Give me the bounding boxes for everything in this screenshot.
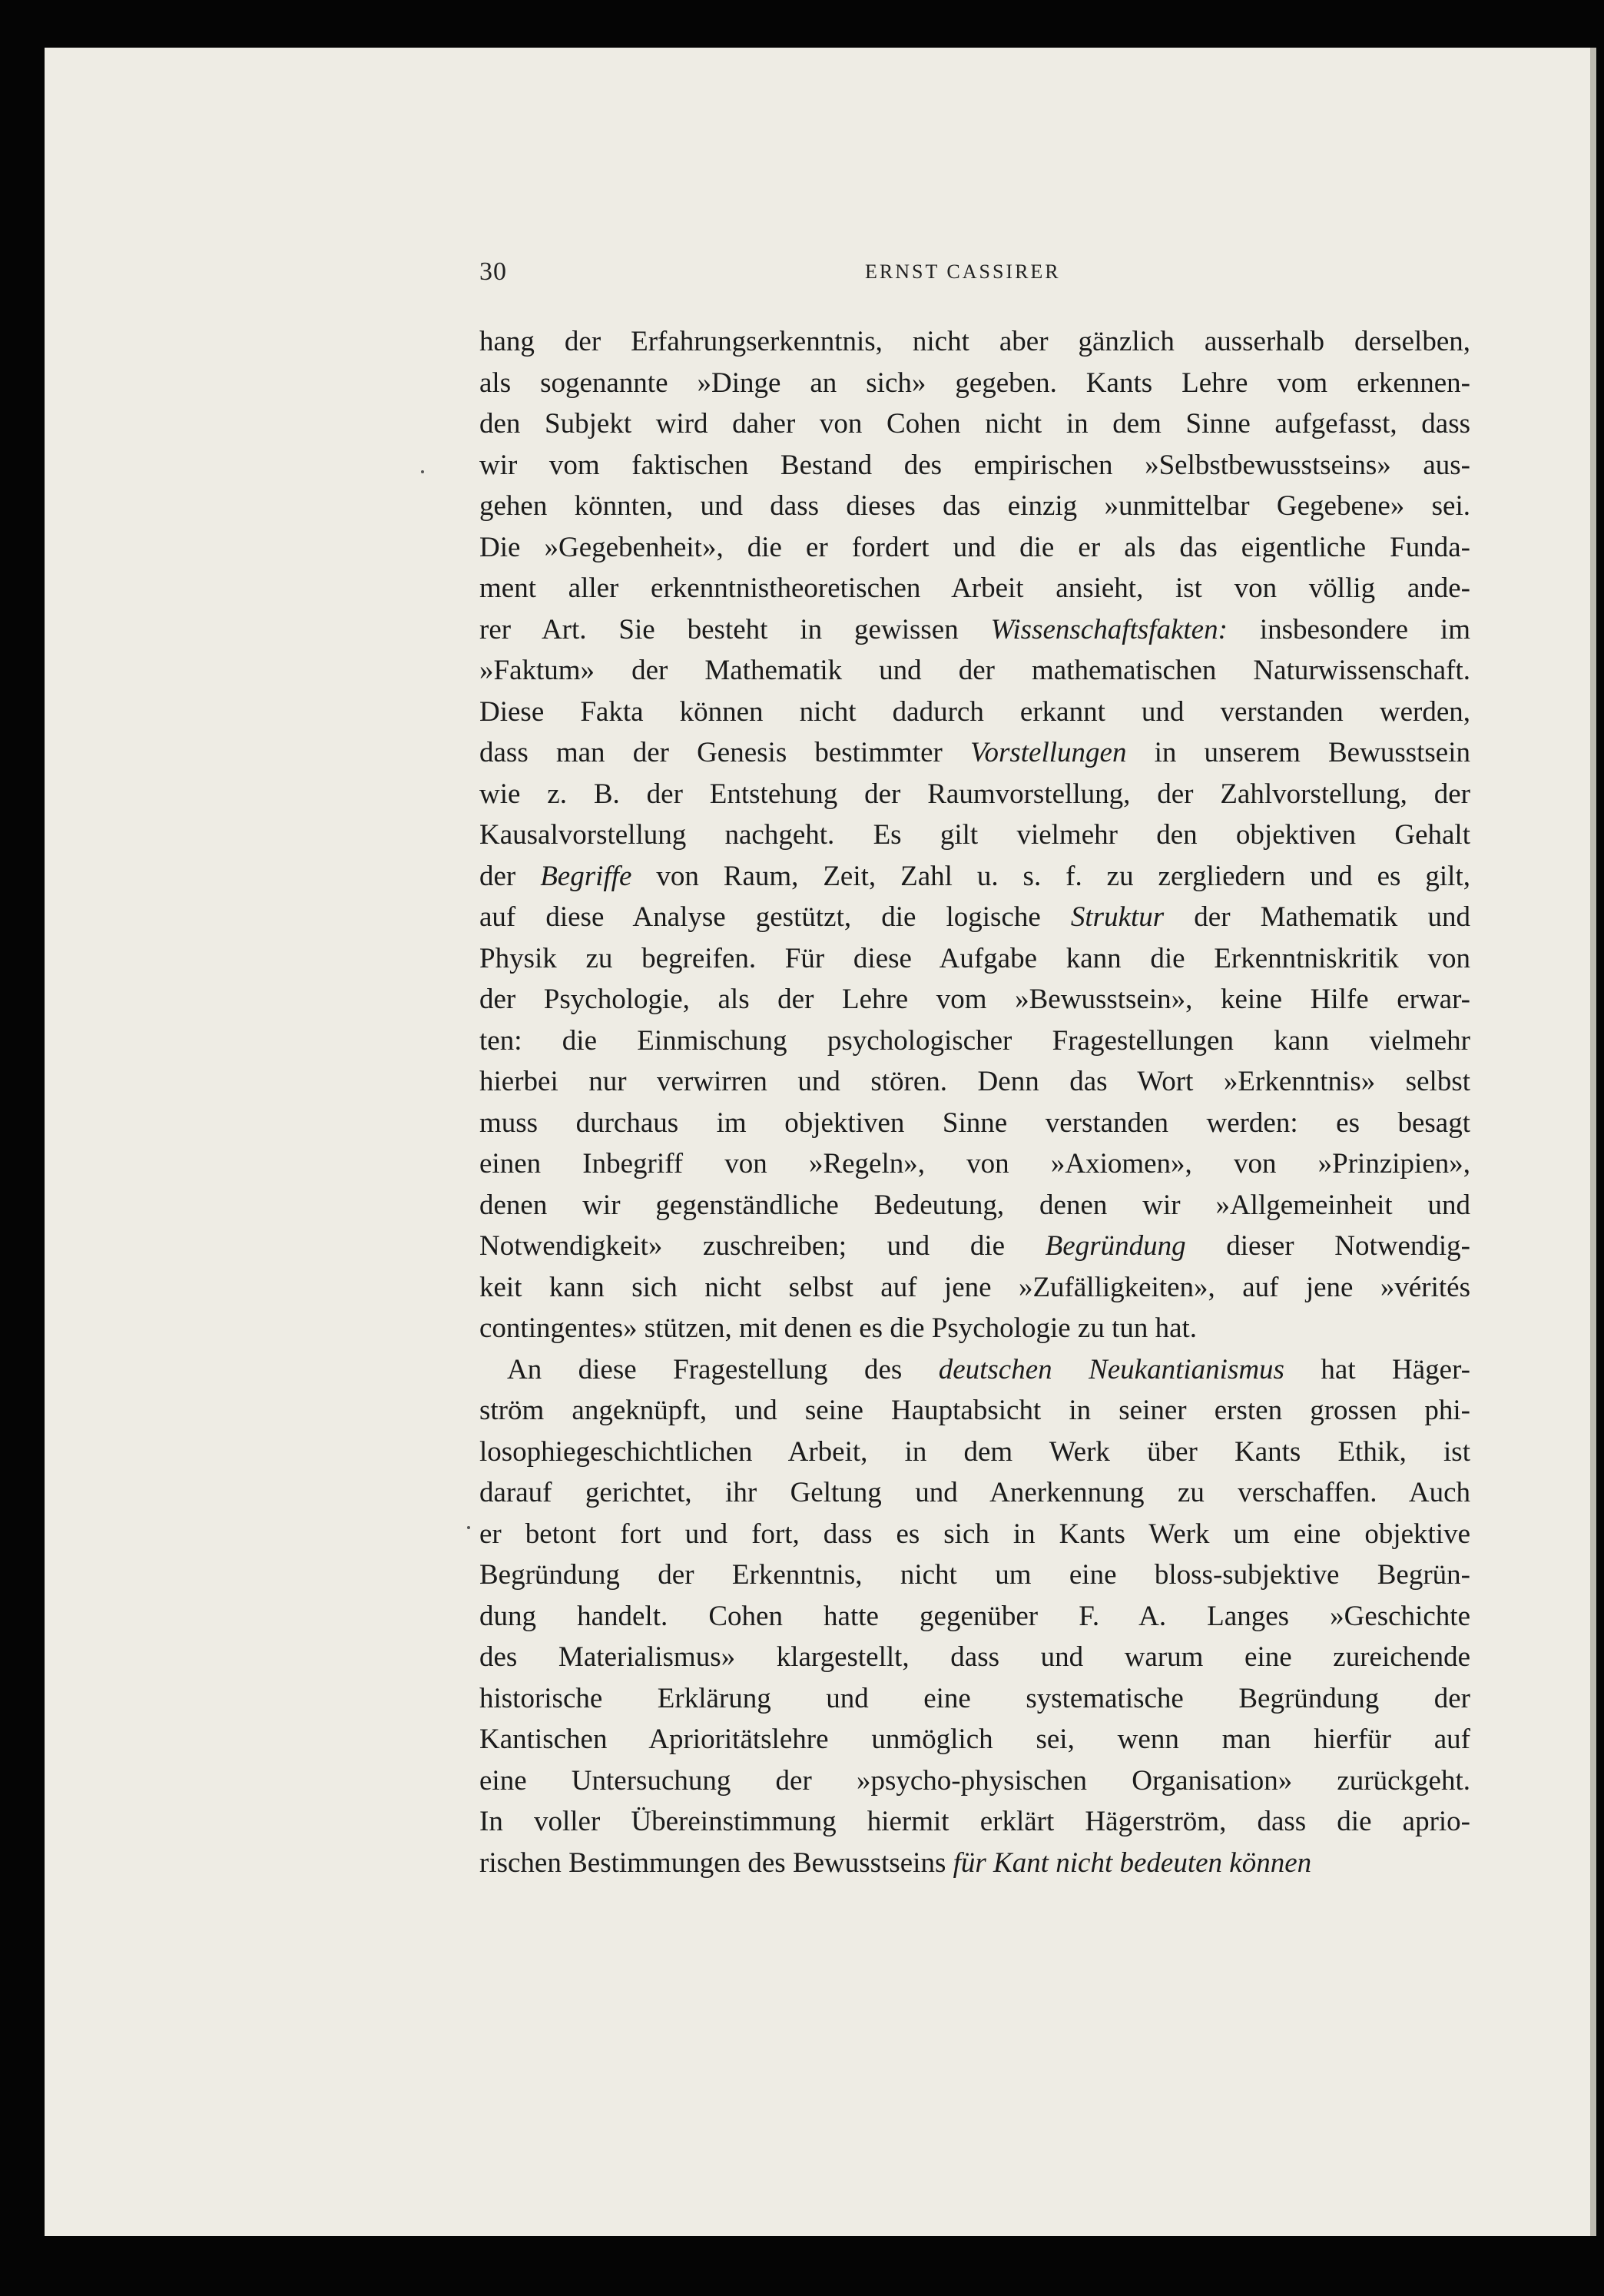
text-line: Die »Gegebenheit», die er fordert und die er als das eigentliche Funda- bbox=[479, 531, 1470, 563]
emphasized-text: für Kant nicht bedeuten können bbox=[953, 1846, 1312, 1879]
body-text bbox=[479, 321, 1470, 1883]
text-run: auf diese Analyse gestützt, die logische bbox=[479, 901, 1071, 933]
text-line: ten: die Einmischung psychologischer Fragestellungen kann vielmehr bbox=[479, 1024, 1470, 1057]
text-run: rischen Bestimmungen des Bewusstseins bbox=[479, 1846, 953, 1879]
text-line: er betont fort und fort, dass es sich in Kants Werk um eine objektive bbox=[479, 1518, 1470, 1550]
page-number: 30 bbox=[479, 257, 507, 286]
text-line: denen wir gegenständliche Bedeutung, denen wir »Allgemeinheit und bbox=[479, 1189, 1470, 1221]
text-line bbox=[479, 1349, 1470, 1391]
text-line: hang der Erfahrungserkenntnis, nicht aber gänzlich ausserhalb derselben, bbox=[479, 326, 1470, 357]
text-line: In voller Übereinstimmung hiermit erklärt Hägerström, dass die aprio- bbox=[479, 1806, 1470, 1837]
text-line: ström angeknüpft, und seine Hauptabsicht in seiner ersten grossen phi- bbox=[479, 1395, 1470, 1426]
text-line: gehen könnten, und dass dieses das einzig »unmittelbar Gegebene» sei. bbox=[479, 490, 1470, 522]
emphasized-text: Wissenschaftsfakten: bbox=[990, 613, 1228, 645]
text-line: der Psychologie, als der Lehre vom »Bewusstsein», keine Hilfe erwar- bbox=[479, 984, 1470, 1015]
text-run: von Raum, Zeit, Zahl u. s. f. zu zergliedern und es gilt, bbox=[631, 860, 1470, 892]
text-line: des Materialismus» klargestellt, dass und warum eine zureichende bbox=[479, 1641, 1470, 1673]
text-run: der Mathematik und bbox=[1164, 901, 1470, 933]
text-line bbox=[479, 897, 1470, 938]
text-line: als sogenannte »Dinge an sich» gegeben. Kants Lehre vom erkennen- bbox=[479, 367, 1470, 399]
emphasized-text: Begründung bbox=[1045, 1230, 1186, 1262]
text-line: Begründung der Erkenntnis, nicht um eine bloss-subjektive Begrün- bbox=[479, 1559, 1470, 1591]
text-line: »Faktum» der Mathematik und der mathematischen Naturwissenschaft. bbox=[479, 655, 1470, 686]
emphasized-text: Begriffe bbox=[540, 860, 632, 892]
text-run: in unserem Bewusstsein bbox=[1126, 737, 1470, 768]
text-line: darauf gerichtet, ihr Geltung und Anerkennung zu verschaffen. Auch bbox=[479, 1477, 1470, 1508]
text-run: der bbox=[479, 860, 541, 892]
text-line: muss durchaus im objektiven Sinne verstanden werden: es besagt bbox=[479, 1107, 1470, 1139]
text-line bbox=[479, 1226, 1470, 1267]
text-run: An diese Fragestellung des bbox=[507, 1353, 939, 1385]
speck bbox=[421, 470, 424, 473]
speck bbox=[467, 1526, 470, 1529]
text-line: historische Erklärung und eine systematische Begründung der bbox=[479, 1682, 1470, 1714]
text-run: rer Art. Sie besteht in gewissen bbox=[479, 613, 991, 645]
text-line: den Subjekt wird daher von Cohen nicht in dem Sinne aufgefasst, dass bbox=[479, 408, 1470, 440]
text-line bbox=[479, 609, 1470, 651]
text-run: Notwendigkeit» zuschreiben; und die bbox=[479, 1230, 1046, 1262]
text-line: ment aller erkenntnistheoretischen Arbeit ansieht, ist von völlig ande- bbox=[479, 572, 1470, 604]
text-line: keit kann sich nicht selbst auf jene »Zufälligkeiten», auf jene »vérités bbox=[479, 1271, 1470, 1303]
text-run: dass man der Genesis bestimmter bbox=[479, 737, 970, 768]
running-head bbox=[479, 257, 1463, 291]
page-edge bbox=[1590, 48, 1596, 2236]
text-run: dieser Notwendig- bbox=[1185, 1230, 1470, 1262]
running-head-author: ERNST CASSIRER bbox=[865, 260, 1061, 283]
emphasized-text: Vorstellungen bbox=[969, 737, 1127, 768]
text-line: dung handelt. Cohen hatte gegenüber F. A. Langes »Geschichte bbox=[479, 1600, 1470, 1632]
text-line: contingentes» stützen, mit denen es die Psychologie zu tun hat. bbox=[479, 1312, 1198, 1344]
text-run: insbesondere im bbox=[1227, 613, 1470, 645]
text-line: Kantischen Aprioritätslehre unmöglich sei, wenn man hierfür auf bbox=[479, 1724, 1470, 1755]
text-line: eine Untersuchung der »psycho-physischen Organisation» zurückgeht. bbox=[479, 1764, 1470, 1797]
emphasized-text: Struktur bbox=[1070, 901, 1165, 933]
text-line bbox=[479, 856, 1470, 897]
text-line: losophiegeschichtlichen Arbeit, in dem Werk über Kants Ethik, ist bbox=[479, 1435, 1470, 1468]
text-line: wie z. B. der Entstehung der Raumvorstellung, der Zahlvorstellung, der bbox=[479, 778, 1470, 810]
text-line bbox=[479, 732, 1470, 774]
text-line bbox=[479, 1843, 1470, 1884]
emphasized-text: deutschen Neukantianismus bbox=[938, 1353, 1284, 1385]
text-line: Diese Fakta können nicht dadurch erkannt und verstanden werden, bbox=[479, 695, 1470, 728]
text-run: hat Häger- bbox=[1284, 1353, 1470, 1385]
text-line: Kausalvorstellung nachgeht. Es gilt vielmehr den objektiven Gehalt bbox=[479, 819, 1470, 851]
text-line: Physik zu begreifen. Für diese Aufgabe kann die Erkenntniskritik von bbox=[479, 942, 1470, 974]
text-line: einen Inbegriff von »Regeln», von »Axiomen», von »Prinzipien», bbox=[479, 1148, 1470, 1180]
text-line: wir vom faktischen Bestand des empirischen »Selbstbewusstseins» aus- bbox=[479, 449, 1470, 481]
text-line: hierbei nur verwirren und stören. Denn das Wort »Erkenntnis» selbst bbox=[479, 1066, 1470, 1097]
